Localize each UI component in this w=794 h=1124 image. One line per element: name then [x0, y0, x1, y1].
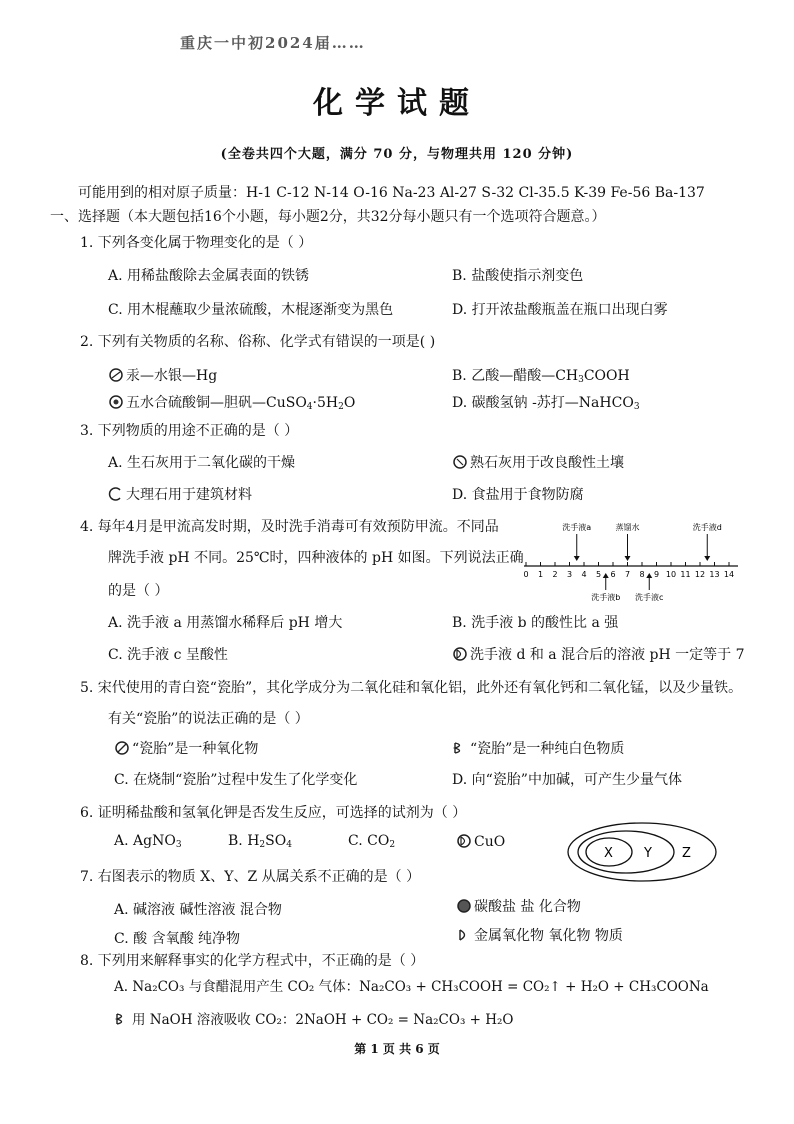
q2-option-c: 五水合硫酸铜—胆矾$—CuSO_4\cdot 5H_2O$	[108, 392, 355, 412]
ph-marker-arrow-c	[646, 573, 652, 578]
venn-label-y: Y	[644, 846, 652, 861]
ph-marker-arrow-b	[603, 573, 609, 578]
q4-option-d: 洗手液 d 和 a 混合后的溶液 pH 一定等于 7	[452, 644, 745, 664]
ph-tick-label: 11	[680, 570, 691, 579]
ph-tick-label: 14	[723, 570, 735, 579]
ph-tick-label: 10	[665, 570, 677, 579]
ph-tick-label: 6	[610, 570, 616, 579]
q1-option-b: B. 盐酸使指示剂变色	[452, 268, 584, 284]
q1-option-d: D. 打开浓盐酸瓶盖在瓶口出现白雾	[452, 302, 668, 318]
ph-tick-label: 12	[694, 570, 706, 579]
q6-option-a: A. AgNO$_3$	[114, 833, 182, 850]
circle-mark-icon	[456, 833, 472, 849]
q4-line1: 4. 每年4月是甲流高发时期，及时洗手消毒可有效预防甲流。不同品	[80, 519, 499, 535]
ph-marker-label-a: 洗手液a	[562, 523, 592, 532]
q6-stem: 6. 证明稀盐酸和氢氧化钾是否发生反应，可选择的试剂为（ ）	[80, 805, 467, 821]
page-subtitle: (全卷共四个大题，满分 70 分，与物理共用 120 分钟)	[220, 147, 574, 162]
ph-tick-label: 8	[639, 570, 645, 579]
q7-option-d: 金属氧化物 氧化物 物质	[456, 925, 623, 945]
page-footer: 第 1 页 共 6 页	[354, 1042, 440, 1056]
ph-tick-label: 3	[566, 570, 573, 579]
section-heading: 一、选择题（本大题包括16个小题，每小题2分，共32分每小题只有一个选项符合题意。）	[50, 209, 606, 225]
ph-marker-label-water: 蒸馏水	[615, 523, 640, 532]
q4-option-a: A. 洗手液 a 用蒸馏水稀释后 pH 增大	[108, 615, 343, 631]
q1-option-a: A. 用稀盐酸除去金属表面的铁锈	[108, 268, 310, 284]
q5-option-d: D. 向“瓷胎”中加碱，可产生少量气体	[452, 772, 682, 788]
circle-mark-icon	[456, 898, 472, 914]
circle-mark-icon	[108, 486, 124, 502]
q3-stem: 3. 下列物质的用途不正确的是（ ）	[80, 423, 299, 439]
circle-mark-icon	[456, 927, 472, 943]
q3-option-a: A. 生石灰用于二氧化碳的干燥	[108, 455, 296, 471]
atomic-masses: 可能用到的相对原子质量：H-1 C-12 N-14 O-16 Na-23 Al-27 S-32 Cl-35.5 K-39 Fe-56 Ba-137	[78, 185, 705, 201]
ph-marker-arrow-d	[704, 556, 710, 561]
q3-option-d: D. 食盐用于食物防腐	[452, 487, 584, 503]
q7-option-a: A. 碱溶液 碱性溶液 混合物	[114, 902, 282, 918]
q4-option-b: B. 洗手液 b 的酸性比 a 强	[452, 615, 619, 631]
q7-stem: 7. 右图表示的物质 X、Y、Z 从属关系不正确的是（ ）	[80, 869, 421, 885]
q2-stem: 2. 下列有关物质的名称、俗称、化学式有错误的一项是( )	[80, 334, 436, 350]
venn-middle-y	[578, 831, 674, 873]
q2-option-d: D. 碳酸氢钠 -苏打—NaHCO$_3$	[452, 395, 640, 412]
q5-line2: 有关“瓷胎”的说法正确的是（ ）	[108, 711, 309, 727]
ph-tick-label: 2	[552, 570, 558, 579]
q1-option-c: C. 用木棍蘸取少量浓硫酸，木棍逐渐变为黑色	[108, 302, 394, 318]
q4-line2: 牌洗手液 pH 不同。25℃时，四种液体的 pH 如图。下列说法正确	[108, 550, 524, 566]
venn-diagram	[564, 820, 720, 884]
q8-option-b: 用 NaOH 溶液吸收 CO₂：2NaOH + CO₂ = Na₂CO₃ + H₂O	[114, 1008, 514, 1028]
ph-tick-label: 0	[523, 570, 529, 579]
q5-option-a: “瓷胎”是一种氧化物	[114, 738, 258, 758]
q6-option-c: C. $CO_2$	[348, 833, 396, 850]
q4-option-c: C. 洗手液 c 呈酸性	[108, 647, 228, 663]
venn-label-x: X	[604, 846, 613, 861]
circle-mark-icon	[114, 1011, 130, 1027]
circle-mark-icon	[452, 740, 468, 756]
ph-marker-arrow-water	[625, 556, 631, 561]
q7-option-b: 碳酸盐 盐 化合物	[456, 896, 581, 916]
q8-stem: 8. 下列用来解释事实的化学方程式中，不正确的是（ ）	[80, 953, 425, 969]
ph-marker-label-d: 洗手液d	[692, 523, 722, 532]
circle-mark-icon	[114, 740, 130, 756]
page-title: 化学试题	[313, 86, 481, 121]
ph-tick-label: 5	[595, 570, 602, 579]
q1-stem: 1. 下列各变化属于物理变化的是（ ）	[80, 235, 313, 251]
q7-option-c: C. 酸 含氧酸 纯净物	[114, 931, 241, 947]
q6-option-d: CuO	[456, 833, 505, 850]
circle-mark-icon	[452, 646, 468, 662]
ph-scale-chart	[518, 514, 758, 604]
header-smudged-text: 重庆一中初2024届……	[180, 34, 366, 52]
q5-option-b: “瓷胎”是一种纯白色物质	[452, 738, 624, 758]
q3-option-b: 熟石灰用于改良酸性土壤	[452, 452, 624, 472]
circle-mark-icon	[108, 367, 124, 383]
q2-option-a: 汞—水银—Hg	[108, 365, 217, 385]
ph-marker-label-c: 洗手液c	[635, 593, 664, 602]
ph-marker-arrow-a	[574, 556, 580, 561]
ph-tick-label: 9	[653, 570, 660, 579]
ph-tick-label: 13	[709, 570, 720, 579]
ph-tick-label: 7	[624, 570, 631, 579]
ph-tick-label: 4	[581, 570, 587, 579]
circle-mark-icon	[452, 454, 468, 470]
ph-tick-label: 1	[537, 570, 544, 579]
venn-label-z: Z	[682, 846, 691, 861]
q4-line3: 的是（ ）	[108, 583, 169, 599]
q2-option-b: B. 乙酸—醋酸$—CH_3COOH$	[452, 368, 630, 385]
circle-mark-icon	[108, 394, 124, 410]
q5-line1: 5. 宋代使用的青白瓷“瓷胎”，其化学成分为二氧化硅和氧化铝，此外还有氧化钙和二氧化锰，以及少量铁。	[80, 680, 743, 696]
ph-marker-label-b: 洗手液b	[591, 593, 621, 602]
q5-option-c: C. 在烧制“瓷胎”过程中发生了化学变化	[114, 772, 358, 788]
ph-ticks	[523, 562, 734, 579]
q8-option-a: A. Na₂CO₃ 与食醋混用产生 CO₂ 气体：Na₂CO₃ + CH₃COOH = CO₂↑ + H₂O + CH₃COONa	[114, 979, 709, 995]
q3-option-c: 大理石用于建筑材料	[108, 484, 252, 504]
q6-option-b: B. $H_2SO_4$	[228, 833, 292, 850]
